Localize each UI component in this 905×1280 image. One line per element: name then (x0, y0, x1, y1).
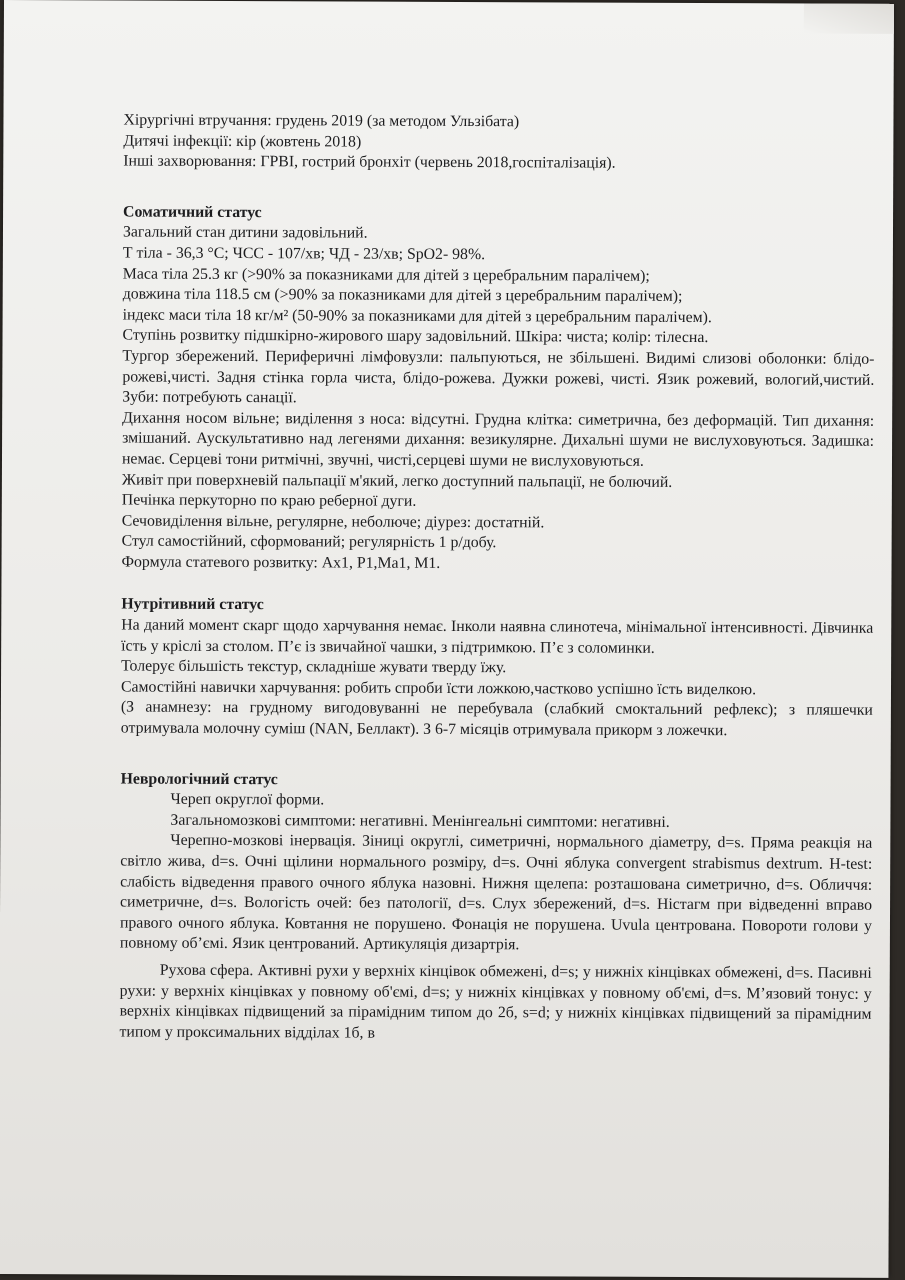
document-content (119, 111, 875, 1047)
history-infections: Дитячі інфекції: кір (жовтень 2018) (123, 132, 362, 151)
somatic-general: Загальний стан дитини задовільний. (122, 223, 368, 242)
somatic-stool: Стул самостійний, сформований; регулярність 1 р/добу. (121, 532, 497, 552)
neuro-heading: Неврологічний статус (120, 770, 278, 788)
somatic-liver: Печінка перкуторно по краю реберної дуги. (121, 491, 417, 510)
nutrition-textures: Толерує більшість текстур, складніше жувати тверду їжу. (121, 657, 507, 677)
nutrition-anamnesis: (З анамнезу: на грудному вигодовуванні не перебувала (слабкий смоктальний рефлекс); з пляшечки отримувала молочну суміш (NAN, Беллакт). З 6-7 місяців отримувала прикорм з ложечки. (120, 698, 873, 740)
somatic-puberty: Формула статевого розвитку: Ax1, P1,Ma1, M1. (121, 553, 441, 572)
history-surgery: Хірургічні втручання: грудень 2019 (за методом Ульзібата) (123, 111, 520, 131)
nutrition-complaints: На даний момент скарг щодо харчування немає. Інколи наявна слинотеча, мінімальної інтенсивності. Дівчинка їсть у кріслі за столом. П’є із звичайної чашки, з підтримкою. П’є з соломинки. (121, 616, 874, 657)
page-fold (804, 3, 894, 33)
somatic-abdomen: Живіт при поверхневій пальпації м'який, легко доступний пальпації, не болючий. (121, 471, 673, 491)
neuro-cranial: Черепно-мозкові інервація. Зіниці округлі, симетричні, нормального діаметру, d=s. Пряма реакція на світло жива, d=s. Очні щілини нормального розміру, d=s. Очні яблука convergent strabismus dextrum. H-test: слабість відведення правого очного яблука назовні. Нижня щелепа: розташована симетрично, d=s. Обличчя: симетричне, d=s. Вологість очей: без патології, d=s. Слух збережений, d=s. Ністагм при відведенні вправо правого очного яблука. Ковтання не порушено. Фонація не порушена. Uvula центрована. Повороти голови у повному об’ємі. Язик центрований. Артикуляція дизартрія. (119, 832, 873, 954)
somatic-breathing: Дихання носом вільне; виділення з носа: відсутні. Грудна клітка: симетрична, без деформацій. Тип дихання: змішаний. Аускультативно над легенями дихання: везикулярне. Дихальні шуми не вислуховуються. Задишка: немає. Серцеві тони ритмічні, звучні, чисті,серцеві шуми не вислуховуються. (121, 409, 875, 470)
neuro-motor: Рухова сфера. Активні рухи у верхніх кінцівок обмежені, d=s; у нижніх кінцівках обмежені, d=s. Пасивні рухи: у верхніх кінцівках у повному об'ємі, d=s; у нижніх кінцівках у повному об'ємі, d=s. М’язовий тонус: у верхніх кінцівках підвищений за пірамідним типом до 2б, s=d; у нижніх кінцівках підвищений за пірамідним типом у проксимальних відділах 1б, в (119, 961, 872, 1042)
nutrition-heading: Нутрітивний статус (121, 595, 264, 614)
somatic-skin: Ступінь розвитку підшкірно-жирового шару задовільний. Шкіра: чиста; колір: тілесна. (122, 326, 709, 347)
somatic-weight: Маса тіла 25.3 кг (>90% за показниками для дітей з церебральним паралічем); (122, 265, 650, 285)
somatic-heading: Соматичний статус (123, 203, 262, 221)
somatic-height: довжина тіла 118.5 см (>90% за показниками для дітей з церебральним паралічем); (122, 285, 683, 306)
somatic-vitals: Т тіла - 36,3 °С; ЧСС - 107/хв; ЧД - 23/хв; SpO2- 98%. (122, 244, 486, 264)
neuro-skull: Череп округлої форми. (170, 790, 325, 809)
neuro-general: Загальномозкові симптоми: негативні. Менінгеальні симптоми: негативні. (170, 811, 670, 831)
somatic-urination: Сечовиділення вільне, регулярне, неболюче; діурез: достатній. (121, 512, 545, 532)
nutrition-skills: Самостійні навички харчування: робить спроби їсти ложкою,частково успішно їсть виделкою. (120, 678, 757, 699)
history-other: Інші захворювання: ГРВІ, гострий бронхіт (червень 2018,госпіталізація). (123, 152, 616, 172)
somatic-bmi: індекс маси тіла 18 кг/м² (50-90% за показниками для дітей з церебральним паралічем). (122, 306, 712, 326)
somatic-turgor: Тургор збережений. Периферичні лімфовузли: пальпуються, не збільшені. Видимі слизові оболонки: блідо-рожеві,чисті. Задня стінка горла чиста, блідо-рожева. Дужки рожеві, чисті. Язик рожевий, вологий,чистий. Зуби: потребують санації. (122, 347, 875, 407)
